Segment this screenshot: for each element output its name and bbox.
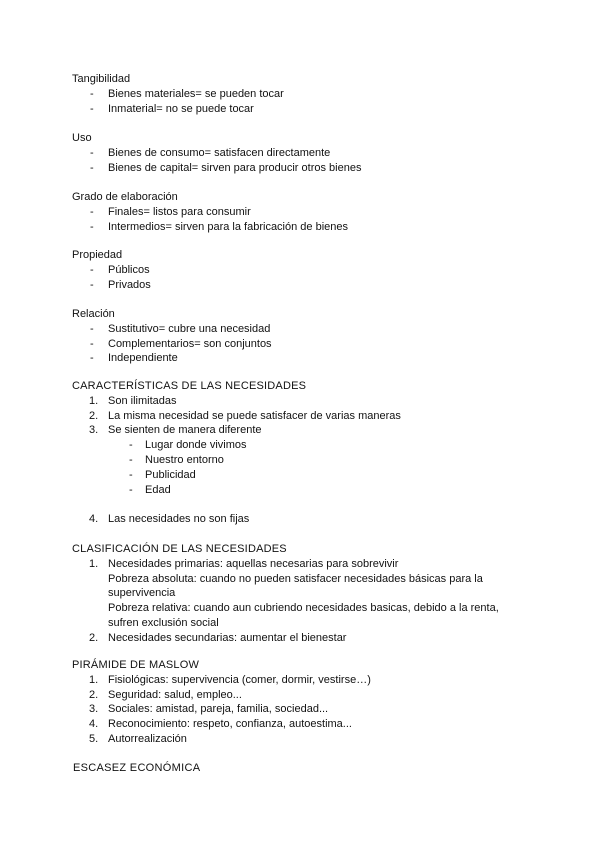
dash-bullet: - — [90, 322, 94, 335]
list-item — [72, 394, 542, 409]
list-item — [72, 423, 542, 438]
list-number: 2. — [89, 409, 99, 422]
list-number: 5. — [89, 732, 99, 745]
section-title: Relación — [72, 308, 115, 320]
list-item — [72, 702, 542, 717]
section-title: Uso — [72, 132, 92, 144]
section-clasificacion — [72, 542, 542, 646]
list-item — [72, 688, 542, 703]
list-item-text: Bienes de consumo= satisfacen directamente — [108, 146, 331, 159]
list-item — [72, 557, 542, 572]
section-uso — [72, 131, 542, 175]
list-number: 3. — [89, 703, 99, 716]
dash-bullet: - — [90, 263, 94, 276]
list-item — [72, 322, 542, 337]
list-item-text: Privados — [108, 278, 151, 291]
list-item-text: Reconocimiento: respeto, confianza, autoestima... — [108, 718, 352, 731]
list-item-text: Publicidad — [145, 468, 196, 481]
list-item-text: Bienes materiales= se pueden tocar — [108, 87, 284, 100]
list-item — [72, 146, 542, 161]
dash-bullet: - — [90, 220, 94, 233]
list-item — [72, 102, 542, 117]
list-item-text: Lugar donde vivimos — [145, 439, 247, 452]
list-item-text: Sustitutivo= cubre una necesidad — [108, 322, 271, 335]
list-item-text: Nuestro entorno — [145, 453, 224, 466]
section-caracteristicas-cont — [72, 512, 542, 527]
dash-bullet: - — [90, 102, 94, 115]
dash-bullet: - — [129, 483, 133, 496]
list-number: 2. — [89, 631, 99, 644]
sub-list-item — [72, 453, 542, 468]
list-item-text: Fisiológicas: supervivencia (comer, dormir, vestirse…) — [108, 673, 371, 686]
list-number: 1. — [89, 673, 99, 686]
list-number: 3. — [89, 424, 99, 437]
section-propiedad — [72, 248, 542, 292]
dash-bullet: - — [90, 278, 94, 291]
list-item-text: Sociales: amistad, pareja, familia, sociedad... — [108, 703, 329, 716]
list-item — [72, 263, 542, 278]
dash-bullet: - — [90, 161, 94, 174]
list-item-text: Edad — [145, 483, 171, 496]
pobreza-absoluta-text: Pobreza absoluta: cuando no pueden satisfacer necesidades básicas para la supervivencia — [108, 572, 483, 600]
list-item — [72, 673, 542, 688]
list-item — [72, 631, 542, 646]
sub-list-item — [72, 483, 542, 498]
pobreza-relativa-text: Pobreza relativa: cuando aun cubriendo necesidades basicas, debido a la renta, sufren exclusión social — [108, 602, 499, 629]
list-item-text: Inmaterial= no se puede tocar — [108, 102, 254, 115]
list-item-text: La misma necesidad se puede satisfacer de varias maneras — [108, 409, 401, 422]
section-title: Tangibilidad — [72, 73, 131, 85]
list-item — [72, 205, 542, 220]
dash-bullet: - — [90, 146, 94, 159]
dash-bullet: - — [90, 337, 94, 350]
list-number: 1. — [89, 557, 99, 570]
list-item-text: Bienes de capital= sirven para producir otros bienes — [108, 161, 362, 174]
list-item-text: Autorrealización — [108, 732, 187, 745]
list-item-text: Necesidades primarias: aquellas necesarias para sobrevivir — [108, 557, 399, 570]
sub-list-item — [72, 438, 542, 453]
section-title: Propiedad — [72, 249, 123, 261]
dash-bullet: - — [129, 453, 133, 466]
sub-list-item — [72, 468, 542, 483]
dash-bullet: - — [129, 468, 133, 481]
list-item-text: Públicos — [108, 263, 150, 276]
list-item-text: Son ilimitadas — [108, 394, 177, 407]
section-relacion — [72, 307, 542, 366]
list-item-text: Las necesidades no son fijas — [108, 513, 250, 525]
list-number: 1. — [89, 394, 99, 407]
section-grado-elaboracion — [72, 190, 542, 234]
list-item — [72, 220, 542, 235]
section-title: CLASIFICACIÓN DE LAS NECESIDADES — [72, 543, 287, 555]
list-item — [72, 278, 542, 293]
list-item-text: Se sienten de manera diferente — [108, 424, 262, 437]
list-number: 4. — [89, 718, 99, 731]
list-item-text: Intermedios= sirven para la fabricación de bienes — [108, 220, 348, 233]
section-title-escasez: ESCASEZ ECONÓMICA — [73, 762, 201, 774]
list-item — [72, 87, 542, 102]
list-item — [72, 512, 542, 527]
list-item-text: Complementarios= son conjuntos — [108, 337, 272, 350]
dash-bullet: - — [129, 439, 133, 452]
list-number: 4. — [89, 513, 99, 525]
dash-bullet: - — [90, 87, 94, 100]
section-tangibilidad — [72, 72, 542, 116]
dash-bullet: - — [90, 352, 94, 365]
list-item — [72, 161, 542, 176]
section-title: Grado de elaboración — [72, 191, 178, 203]
section-title: PIRÁMIDE DE MASLOW — [72, 659, 200, 671]
list-item — [72, 337, 542, 352]
list-item-text: Finales= listos para consumir — [108, 205, 251, 218]
list-number: 2. — [89, 688, 99, 701]
section-title: CARACTERÍSTICAS DE LAS NECESIDADES — [72, 380, 307, 392]
section-maslow — [72, 658, 542, 747]
list-item-text: Independiente — [108, 352, 178, 365]
section-caracteristicas — [72, 379, 542, 497]
list-item-text: Necesidades secundarias: aumentar el bienestar — [108, 631, 347, 644]
list-item-text: Seguridad: salud, empleo... — [108, 688, 242, 701]
list-item — [72, 409, 542, 424]
list-item — [72, 732, 542, 747]
list-item — [72, 351, 542, 366]
dash-bullet: - — [90, 205, 94, 218]
list-item — [72, 717, 542, 732]
